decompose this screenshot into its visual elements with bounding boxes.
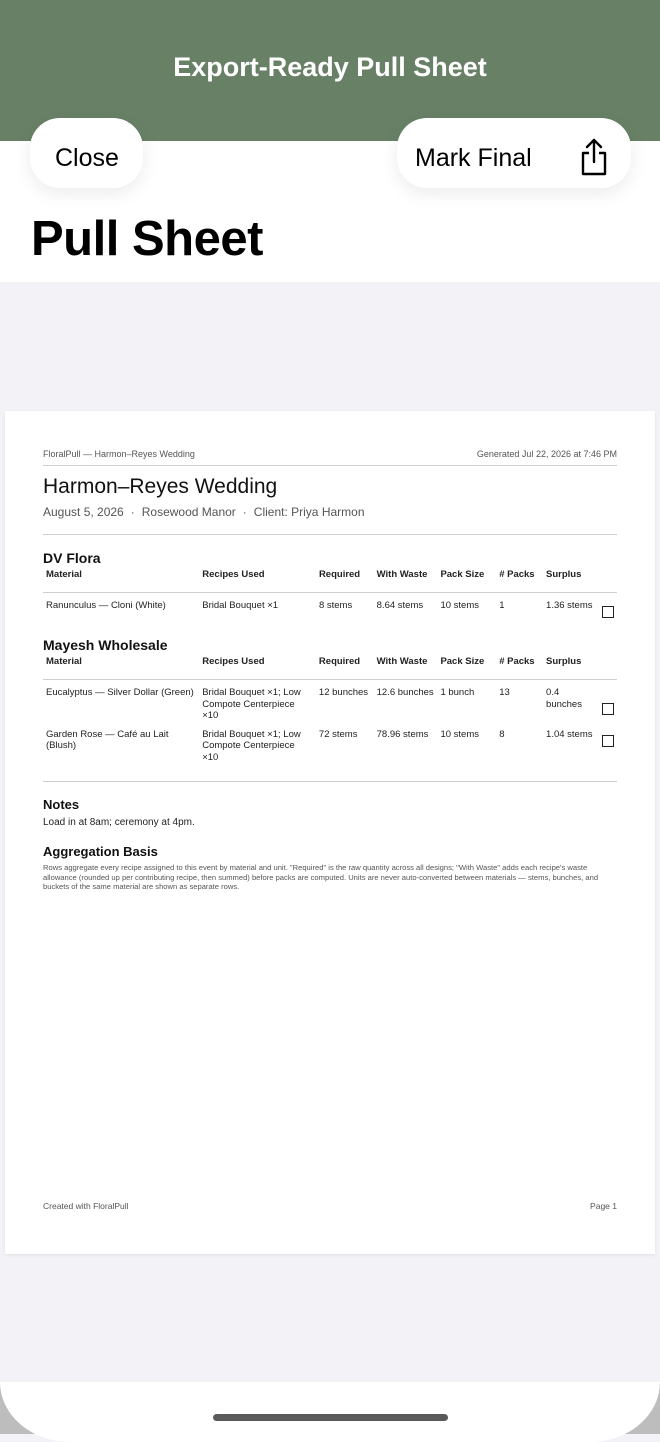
table-row bbox=[43, 593, 617, 625]
pack-size-cell: 10 stems bbox=[440, 600, 479, 611]
column-header: # Packs bbox=[496, 656, 543, 680]
pulled-checkbox[interactable] bbox=[602, 703, 614, 715]
toolbar-actions bbox=[397, 118, 631, 188]
required-cell: 72 stems bbox=[318, 728, 358, 740]
footer-credit: Created with FloralPull bbox=[43, 1201, 129, 1211]
surplus-cell: 0.4 bunches bbox=[546, 687, 582, 710]
packs-cell: 1 bbox=[499, 600, 505, 611]
with-waste-cell: 8.64 stems bbox=[376, 600, 424, 611]
supplier-title: Mayesh Wholesale bbox=[43, 637, 168, 653]
table-row bbox=[43, 725, 617, 767]
close-button[interactable] bbox=[30, 118, 143, 188]
material-cell: Ranunculus — Cloni (White) bbox=[46, 600, 166, 611]
document-meta-row bbox=[43, 449, 617, 466]
supplier-table bbox=[43, 569, 617, 625]
with-waste-cell: 78.96 stems bbox=[376, 728, 429, 740]
event-venue: Rosewood Manor bbox=[141, 505, 236, 519]
pull-sheet-document bbox=[5, 411, 655, 1254]
event-date: August 5, 2026 bbox=[43, 505, 124, 519]
home-indicator[interactable] bbox=[213, 1414, 448, 1421]
column-header: With Waste bbox=[374, 656, 438, 680]
aggregation-body: Rows aggregate every recipe assigned to this event by material and unit. "Required" is the raw quantity across all designs; "With Waste" adds each recipe's waste allowance (rounded up per contributing recipe, then summed) before packs are computed. Units are never auto-converted between materials — stems, bunches, and buckets of the same material are shown as separate rows. bbox=[43, 863, 599, 892]
page-title: Pull Sheet bbox=[31, 212, 263, 266]
recipes-cell: Bridal Bouquet ×1 bbox=[202, 600, 279, 611]
packs-cell: 8 bbox=[499, 728, 505, 740]
notes-body: Load in at 8am; ceremony at 4pm. bbox=[43, 817, 195, 828]
material-cell: Garden Rose — Café au Lait (Blush) bbox=[46, 728, 169, 751]
event-details bbox=[43, 505, 365, 519]
aggregation-title: Aggregation Basis bbox=[43, 844, 158, 859]
brand-line: FloralPull — Harmon–Reyes Wedding bbox=[43, 449, 195, 459]
recipes-cell: Bridal Bouquet ×1; Low Compote Centerpiece ×10 bbox=[202, 728, 301, 763]
required-cell: 12 bunches bbox=[318, 687, 369, 698]
pack-size-cell: 10 stems bbox=[440, 728, 479, 740]
column-header: # Packs bbox=[496, 569, 543, 593]
column-header: Recipes Used bbox=[199, 656, 316, 680]
separator: · bbox=[242, 505, 247, 519]
recipes-cell: Bridal Bouquet ×1; Low Compote Centerpiece ×10 bbox=[202, 687, 301, 721]
event-title: Harmon–Reyes Wedding bbox=[43, 475, 278, 498]
column-header: Surplus bbox=[543, 569, 599, 593]
mark-final-button[interactable]: Mark Final bbox=[415, 144, 532, 172]
pulled-checkbox[interactable] bbox=[602, 606, 614, 618]
column-header: Pack Size bbox=[437, 569, 496, 593]
page-number: Page 1 bbox=[590, 1201, 617, 1211]
supplier-table bbox=[43, 656, 617, 766]
divider bbox=[43, 534, 617, 535]
event-client: Client: Priya Harmon bbox=[253, 505, 365, 519]
share-icon[interactable] bbox=[579, 138, 609, 178]
screen-bottom-edge bbox=[0, 1382, 660, 1442]
packs-cell: 13 bbox=[499, 687, 510, 698]
pack-size-cell: 1 bunch bbox=[440, 687, 475, 698]
close-label: Close bbox=[55, 144, 119, 172]
surplus-cell: 1.36 stems bbox=[546, 600, 593, 611]
column-header: Surplus bbox=[543, 656, 599, 680]
banner-title: Export-Ready Pull Sheet bbox=[173, 52, 487, 82]
column-header: Material bbox=[43, 569, 199, 593]
separator: · bbox=[130, 505, 135, 519]
column-header: Recipes Used bbox=[199, 569, 316, 593]
column-header: Required bbox=[316, 656, 374, 680]
required-cell: 8 stems bbox=[318, 600, 353, 611]
column-header: Material bbox=[43, 656, 199, 680]
with-waste-cell: 12.6 bunches bbox=[376, 687, 434, 698]
material-cell: Eucalyptus — Silver Dollar (Green) bbox=[46, 687, 194, 698]
pulled-checkbox[interactable] bbox=[602, 735, 614, 747]
column-header: With Waste bbox=[374, 569, 438, 593]
supplier-title: DV Flora bbox=[43, 550, 101, 566]
generated-timestamp: Generated Jul 22, 2026 at 7:46 PM bbox=[476, 449, 617, 459]
divider bbox=[43, 781, 617, 782]
column-header: Pack Size bbox=[437, 656, 496, 680]
notes-title: Notes bbox=[43, 797, 80, 812]
device-frame-bottom bbox=[0, 1382, 660, 1434]
column-header: Required bbox=[316, 569, 374, 593]
surplus-cell: 1.04 stems bbox=[546, 728, 593, 740]
table-row bbox=[43, 680, 617, 725]
